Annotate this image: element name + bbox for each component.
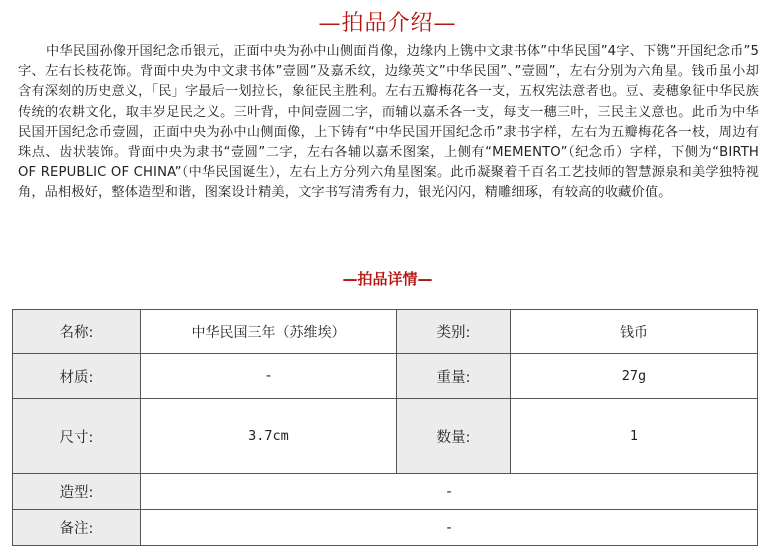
- details-title: —拍品详情—: [342, 270, 433, 288]
- weight-value: 27g: [511, 354, 758, 399]
- intro-title: —拍品介绍—: [318, 11, 457, 36]
- shape-value: -: [141, 474, 758, 510]
- remarks-label: 备注:: [13, 510, 141, 546]
- shape-label: 造型:: [13, 474, 141, 510]
- name-value: 中华民国三年（苏维埃）: [141, 310, 397, 354]
- size-value: 3.7cm: [141, 399, 397, 474]
- details-row-remarks: [13, 510, 758, 546]
- material-value: -: [141, 354, 397, 399]
- material-label: 材质:: [13, 354, 141, 399]
- category-label: 类别:: [397, 310, 511, 354]
- name-label: 名称:: [13, 310, 141, 354]
- details-table: [12, 309, 758, 546]
- details-row-name: [13, 310, 758, 354]
- intro-paragraph: [18, 42, 759, 204]
- size-label: 尺寸:: [13, 399, 141, 474]
- quantity-value: 1: [511, 399, 758, 474]
- intro-text: 中华民国孙像开国纪念币银元，正面中央为孙中山侧面肖像，边缘内上镌中文隶书体”中华民国”4字、下镌”开国纪念币”5字、左右长枝花饰。背面中央为中文隶书体”壹圆”及嘉禾纹，边缘英文”中华民国”、”壹圆”，左右分别为六角星。钱币虽小却含有深刻的历史意义，「民」字最后一划拉长，象征民主胜利。左右五瓣梅花各一支，五权宪法意者也。豆、麦穗象征中华民族传统的农耕文化，取丰岁足民之义。三叶背，中间壹圆二字，而辅以嘉禾各一支，每支一穗三叶，三民主义意也。此币为中华民国开国纪念币壹圆，正面中央为孙中山侧面像，上下铸有“中华民国开国纪念币”隶书字样，左右为五瓣梅花各一枝，周边有珠点、齿状装饰。背面中央为隶书“壹圆”二字，左右各辅以嘉禾图案，上侧有“MEMENTO”（纪念币）字样，下侧为“BIRTH OF REPUBLIC OF CHINA”（中华民国诞生），左右上方分列六角星图案。此币凝聚着千百名工艺技师的智慧源泉和美学独特视角，品相极好，整体造型和谐，图案设计精美，文字书写清秀有力，银光闪闪，精雕细琢，有较高的收藏价值。: [18, 44, 759, 201]
- weight-label: 重量:: [397, 354, 511, 399]
- details-row-shape: [13, 474, 758, 510]
- quantity-label: 数量:: [397, 399, 511, 474]
- remarks-value: -: [141, 510, 758, 546]
- details-row-size: [13, 399, 758, 474]
- details-row-material: [13, 354, 758, 399]
- category-value: 钱币: [511, 310, 758, 354]
